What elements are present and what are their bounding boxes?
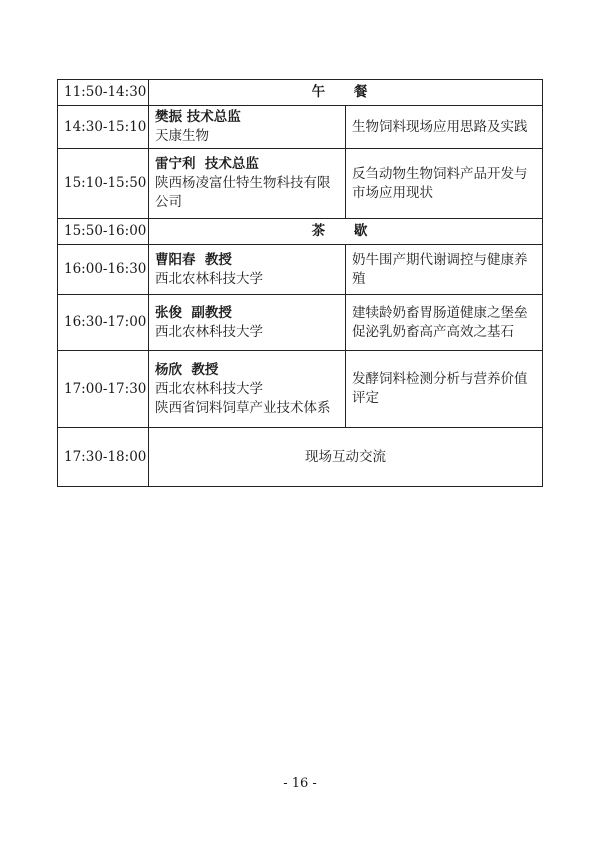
speaker-affiliation: 西北农林科技大学 bbox=[155, 270, 263, 287]
table-row bbox=[58, 219, 543, 245]
time-cell: 16:00-16:30 bbox=[58, 245, 149, 295]
speaker-cell bbox=[149, 351, 346, 428]
speaker-affiliation: 天康生物 bbox=[155, 128, 209, 144]
speaker-cell bbox=[149, 106, 346, 149]
talk-topic: 生物饲料现场应用思路及实践 bbox=[346, 106, 543, 149]
table-row bbox=[58, 351, 543, 428]
time-cell: 17:30-18:00 bbox=[58, 428, 149, 487]
time-cell: 17:00-17:30 bbox=[58, 351, 149, 428]
speaker-name: 雷宁利 技术总监 bbox=[155, 156, 259, 172]
talk-topic: 反刍动物生物饲料产品开发与市场应用现状 bbox=[346, 149, 543, 219]
table-row bbox=[58, 428, 543, 487]
speaker-name: 樊振 技术总监 bbox=[155, 109, 241, 125]
time-cell: 11:50-14:30 bbox=[58, 80, 149, 106]
time-cell: 14:30-15:10 bbox=[58, 106, 149, 149]
talk-topic: 建犊龄奶畜胃肠道健康之堡垒促泌乳奶畜高产高效之基石 bbox=[346, 295, 543, 351]
tea-break: 茶 歇 bbox=[149, 219, 543, 245]
lunch-break: 午 餐 bbox=[149, 80, 543, 106]
speaker-affiliation: 陕西杨凌富仕特生物科技有限公司 bbox=[155, 175, 331, 210]
schedule-table bbox=[57, 79, 543, 487]
talk-topic: 奶牛围产期代谢调控与健康养殖 bbox=[346, 245, 543, 295]
table-row bbox=[58, 106, 543, 149]
page-number: - 16 - bbox=[283, 776, 317, 791]
speaker-affiliation: 西北农林科技大学 bbox=[155, 323, 263, 340]
speaker-cell bbox=[149, 295, 346, 351]
talk-topic: 发酵饲料检测分析与营养价值评定 bbox=[346, 351, 543, 428]
table-row bbox=[58, 80, 543, 106]
speaker-cell bbox=[149, 149, 346, 219]
speaker-name: 杨欣 教授 bbox=[155, 361, 219, 378]
table-row bbox=[58, 245, 543, 295]
speaker-affiliation: 陕西省饲料饲草产业技术体系 bbox=[155, 399, 331, 416]
table-row bbox=[58, 295, 543, 351]
speaker-name: 曹阳春 教授 bbox=[155, 251, 232, 268]
speaker-cell bbox=[149, 245, 346, 295]
speaker-name: 张俊 副教授 bbox=[155, 304, 232, 321]
time-cell: 16:30-17:00 bbox=[58, 295, 149, 351]
time-cell: 15:50-16:00 bbox=[58, 219, 149, 245]
time-cell: 15:10-15:50 bbox=[58, 149, 149, 219]
table-row bbox=[58, 149, 543, 219]
interactive-session: 现场互动交流 bbox=[149, 428, 543, 487]
speaker-affiliation: 西北农林科技大学 bbox=[155, 380, 263, 397]
